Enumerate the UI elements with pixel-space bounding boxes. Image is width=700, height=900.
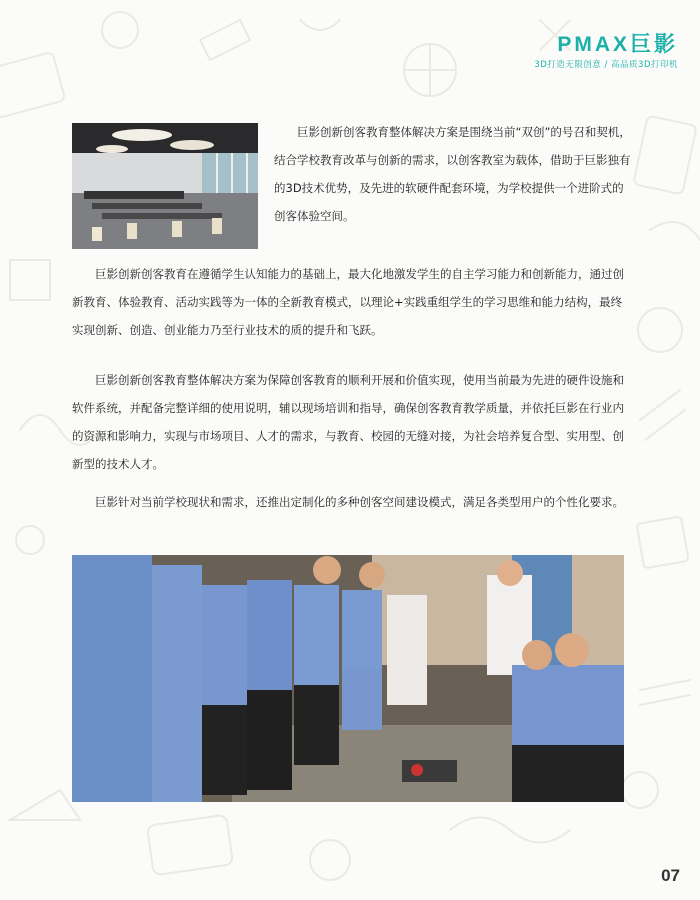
body-paragraph: 巨影创新创客教育在遵循学生认知能力的基础上，最大化地激发学生的自主学习能力和创新能力，通过创新教育、体验教育、活动实践等为一体的全新教育模式，以理论+实践重组学生的学习思维和能力结构，最终实现创新、创造、创业能力乃至行业技术的质的提升和飞跃。: [72, 267, 624, 337]
body-paragraph: 巨影创新创客教育整体解决方案为保障创客教育的顺利开展和价值实现，使用当前最为先进的硬件设施和软件系统，并配备完整详细的使用说明，辅以现场培训和指导，确保创客教育教学质量，并依托巨影在行业内的资源和影响力，实现与市场项目、人才的需求，与教育、校园的无缝对接，为社会培养复合型、实用型、创新型的技术人才。: [72, 373, 624, 471]
brand-tagline: 3D打造无限创意 / 高品质3D打印机: [534, 60, 678, 70]
classroom-photo: [72, 123, 258, 249]
brand-header: [534, 34, 678, 70]
intro-paragraph: 巨影创新创客教育整体解决方案是围绕当前“双创”的号召和契机，结合学校教育改革与创新的需求，以创客教室为载体，借助于巨影独有的3D技术优势，及先进的软硬件配套环境，为学校提供一个进阶式的创客体验空间。: [274, 125, 631, 223]
brand-logo: PMAX巨影: [557, 33, 678, 56]
body-paragraph: 巨影针对当前学校现状和需求，还推出定制化的多种创客空间建设模式，满足各类型用户的个性化要求。: [95, 495, 624, 509]
students-activity-photo: [72, 555, 624, 802]
page-number: 07: [661, 866, 680, 885]
